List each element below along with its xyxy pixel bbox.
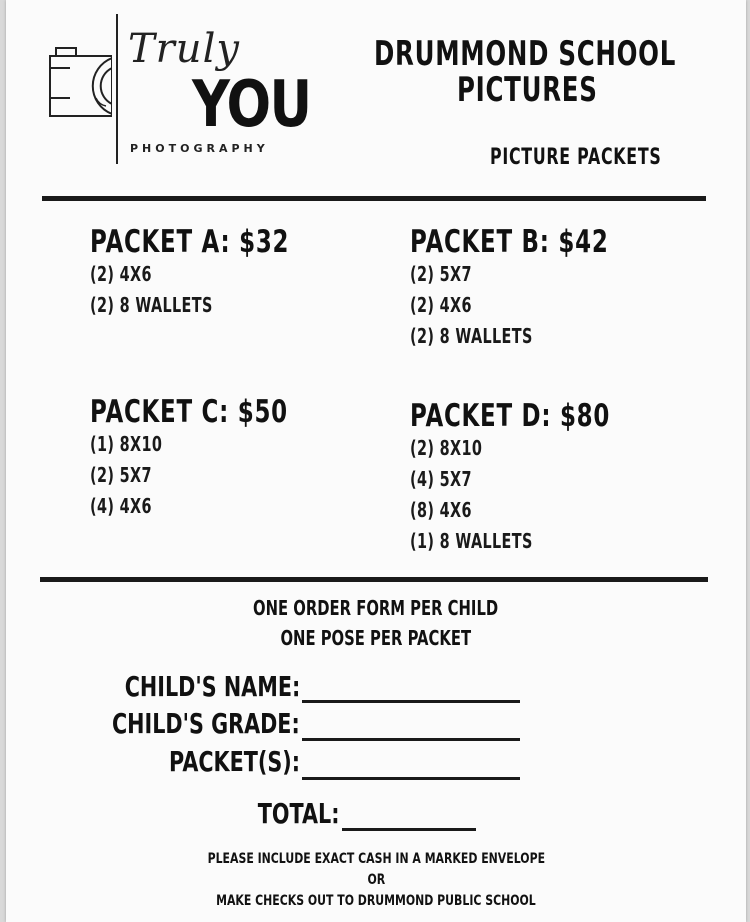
packet-title: PACKET B: $42 (410, 224, 609, 260)
packet-title: PACKET D: $80 (410, 398, 611, 434)
footer-line3: MAKE CHECKS OUT TO DRUMMOND PUBLIC SCHOOL (216, 893, 536, 909)
packet-item: (8) 4X6 (410, 498, 472, 522)
note-line2: ONE POSE PER PACKET (280, 626, 472, 650)
packet-item: (2) 8 WALLETS (410, 324, 533, 348)
truly-you-logo (46, 14, 311, 164)
packets-label: PACKET(S): (168, 745, 300, 778)
childs-grade-label: CHILD'S GRADE: (112, 707, 300, 740)
childs-grade-field[interactable] (302, 738, 520, 741)
packet-item: (1) 8X10 (90, 432, 163, 456)
footer-line1: PLEASE INCLUDE EXACT CASH IN A MARKED ENVELOPE (207, 851, 545, 867)
top-divider (42, 196, 706, 201)
packet-b (410, 224, 710, 355)
packet-title: PACKET C: $50 (90, 394, 288, 430)
page-title-line2: PICTURES (457, 70, 598, 110)
packet-item: (2) 8X10 (410, 436, 483, 460)
page-title-line1: DRUMMOND SCHOOL (374, 34, 677, 74)
packet-title: PACKET A: $32 (90, 224, 290, 260)
logo-divider (116, 14, 118, 164)
packet-item: (2) 5X7 (410, 262, 472, 286)
packet-item: (2) 8 WALLETS (90, 293, 213, 317)
packet-item: (2) 5X7 (90, 463, 152, 487)
page-subtitle: PICTURE PACKETS (490, 145, 662, 170)
childs-name-label: CHILD'S NAME: (124, 670, 300, 703)
packet-item: (1) 8 WALLETS (410, 529, 533, 553)
packets-field[interactable] (302, 777, 520, 780)
packet-a (90, 224, 390, 324)
footer-line2: OR (367, 872, 385, 888)
order-form-sheet (6, 0, 746, 922)
total-label: TOTAL: (258, 797, 340, 830)
childs-name-field[interactable] (302, 700, 520, 703)
total-field[interactable] (342, 828, 476, 831)
packet-item: (4) 4X6 (90, 494, 152, 518)
packet-c (90, 394, 390, 525)
packet-item: (4) 5X7 (410, 467, 472, 491)
packet-item: (2) 4X6 (410, 293, 472, 317)
logo-bold-text: YOU (192, 68, 311, 142)
packet-d (410, 398, 710, 560)
camera-icon (46, 34, 112, 126)
middle-divider (40, 577, 708, 582)
logo-small-text: PHOTOGRAPHY (130, 142, 269, 155)
packet-item: (2) 4X6 (90, 262, 152, 286)
logo-script-text: Truly (128, 26, 240, 72)
note-line1: ONE ORDER FORM PER CHILD (253, 596, 499, 620)
